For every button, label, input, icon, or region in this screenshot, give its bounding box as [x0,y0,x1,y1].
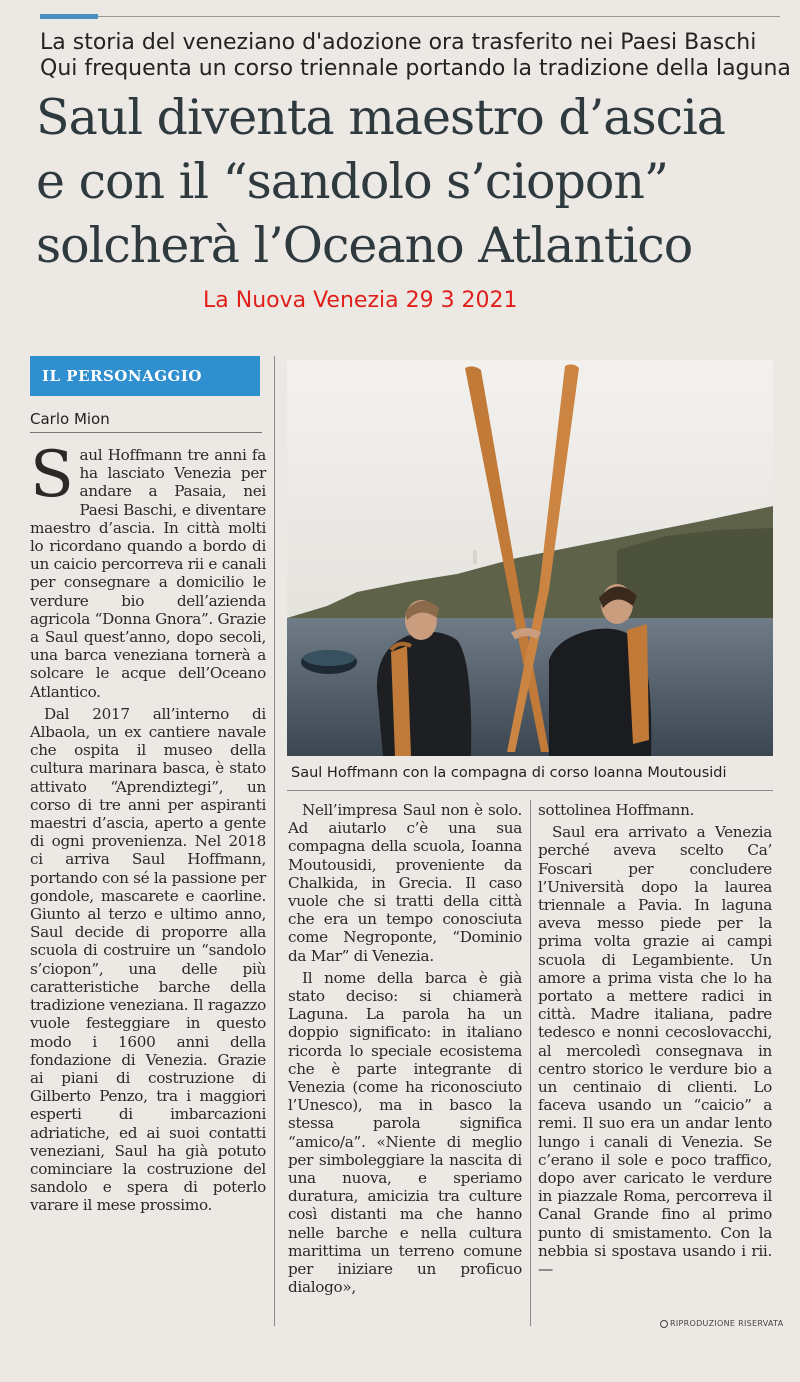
paragraph [30,438,266,701]
paragraph: Saul era arrivato a Venezia perché aveva scelto Ca’ Foscari per concludere l’Università dopo la laurea triennale a Pavia. In laguna aveva messo piede per la prima volta grazie ai campi scuola di Legambiente. Un amore a prima vista che lo ha portato a mettere radici in città. Madre italiana, padre tedesco e nonni cecoslovacchi, al mercoledì consegnava in centro storico le verdure bio a un centinaio di clienti. Lo faceva usando un “caicio” a remi. Il suo era un andar lento lungo i canali di Venezia. Se c’erano il sole e poco traffico, dopo aver caricato le verdure in piazzale Roma, percorreva il Canal Grande fino al primo punto di smistamento. Con la nebbia si spostava usando i rii. — [538,823,772,1279]
headline-line-2: e con il “sandolo s’ciopon” [36,153,668,210]
copyright-text: RIPRODUZIONE RISERVATA [670,1319,784,1328]
caption-rule [287,790,773,791]
byline-rule [30,432,262,433]
column-2 [288,801,522,1300]
photo-oars-and-rowers [287,360,773,756]
copyright-notice [660,1319,784,1328]
paragraph-text: aul Hoffmann tre anni fa ha lasciato Venezia per andare a Pasaia, nei Paesi Baschi, e diventare maestro d’ascia. In città molti lo ricordano quando a bordo di un caicio percorreva rii e canali per consegnare a domicilio le verdure bio dell’azienda agricola “Donna Gnora”. Grazie a Saul quest’anno, dopo secoli, una barca veneziana tornerà a solcare le acque dell’Oceano Atlantico. [30,446,266,701]
paragraph: Dal 2017 all’interno di Albaola, un ex cantiere navale che ospita il museo della cultura marinara basca, è stato attivato “Aprendiztegi”, un corso di tre anni per aspiranti maestri d’ascia, aperto a gente di ogni provenienza. Nel 2018 ci arriva Saul Hoffmann, portando con sé la passione per gondole, mascarete e caorline. Giunto al terzo e ultimo anno, Saul decide di proporre alla scuola di costruire un “sandolo s’ciopon”, una delle più caratteristiche barche della tradizione veneziana. Il ragazzo vuole festeggiare in questo modo i 1600 anni della fondazione di Venezia. Grazie ai piani di costruzione di Gilberto Penzo, tra i maggiori esperti di imbarcazioni adriatiche, ed ai suoi contatti veneziani, Saul ha già potuto cominciare la costruzione del sandolo e spera di poterlo varare il mese prossimo. [30,704,266,1215]
column-divider-2 [530,800,531,1326]
header-rule [98,16,780,17]
paragraph: Il nome della barca è già stato deciso: si chiamerà Laguna. La parola ha un doppio significato: in italiano ricorda lo speciale ecosistema che è parte integrante di Venezia (come ha riconosciuto l’Unesco), ma in basco la stessa parola significa “amico/a”. «Niente di meglio per simboleggiare la nascita di una nuova, e speriamo duratura, amicizia tra culture così distanti ma che hanno nelle barche e nella cultura marittima un terreno comune per iniziare un proficuo dialogo», [288,968,522,1297]
dropcap: S [30,438,74,512]
paragraph: sottolinea Hoffmann. [538,801,695,819]
section-tag: IL PERSONAGGIO [30,356,260,396]
article-photo [287,360,773,756]
kicker-line-1: La storia del veneziano d'adozione ora trasferito nei Paesi Baschi [40,30,757,55]
column-1 [30,438,266,1219]
column-3 [538,801,772,1282]
kicker-line-2: Qui frequenta un corso triennale portando la tradizione della laguna [40,56,791,81]
source-annotation: La Nuova Venezia 29 3 2021 [203,288,518,313]
column-divider-1 [274,356,275,1326]
kicker [40,30,791,82]
paragraph: Nell’impresa Saul non è solo. Ad aiutarlo c’è una sua compagna della scuola, Ioanna Moutousidi, proveniente da Chalkida, in Grecia. Il caso vuole che si tratti della città che era un tempo conosciuta come Negroponte, “Dominio da Mar” di Venezia. [288,801,522,965]
headline-line-1: Saul diventa maestro d’ascia [36,89,725,146]
headline-line-3: solcherà l’Oceano Atlantico [36,217,693,274]
byline: Carlo Mion [30,410,110,428]
section-accent-bar [40,14,98,19]
copyright-icon [660,1320,668,1328]
headline [36,86,776,278]
photo-caption: Saul Hoffmann con la compagna di corso Ioanna Moutousidi [291,765,727,781]
